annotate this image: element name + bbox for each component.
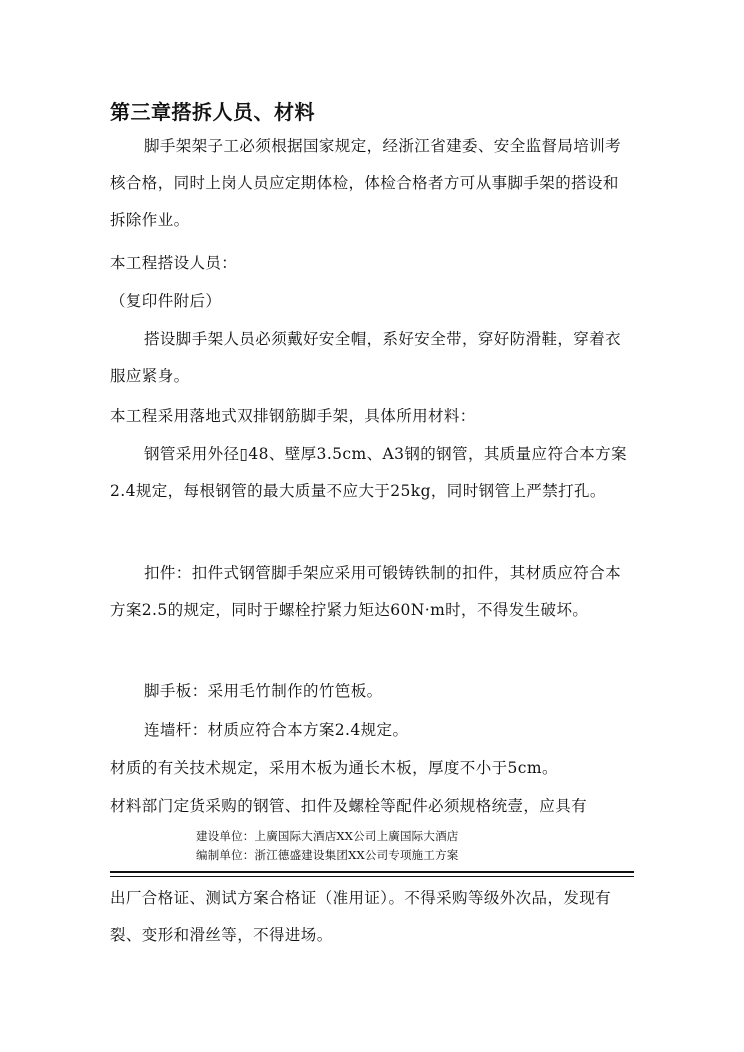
footer-divider-thick (110, 871, 634, 873)
paragraph-training: 脚手架架子工必须根据国家规定，经浙江省建委、安全监督局培训考核合格，同时上岗人员应定期体检，体检合格者方可从事脚手架的搭设和拆除作业。 (110, 137, 622, 229)
footer-divider-thin (110, 876, 634, 877)
paragraph-attachment-note: （复印件附后） (110, 292, 222, 310)
paragraph-certificates: 出厂合格证、测试方案合格证（准用证）。不得采购等级外次品，发现有裂、变形和滑丝等，不得进场。 (110, 889, 612, 944)
paragraph-timber-specs: 材质的有关技术规定，采用木板为通长木板，厚度不小于5cm。 (110, 759, 558, 777)
paragraph-procurement: 材料部门定货采购的钢管、扣件及螺栓等配件必须规格统壹，应具有 (110, 797, 588, 815)
paragraph-safety-gear: 搭设脚手架人员必须戴好安全帽，系好安全带，穿好防滑鞋，穿着衣服应紧身。 (110, 330, 622, 385)
paragraph-materials-intro: 本工程采用落地式双排钢筋脚手架，具体所用材料： (110, 407, 476, 425)
paragraph-personnel-label: 本工程搭设人员： (110, 254, 238, 272)
paragraph-steel-pipe: 钢管采用外径▯48、壁厚3.5cm、A3钢的钢管，其质量应符合本方案2.4规定，每根钢管的最大质量不应大于25kg，同时钢管上严禁打孔。 (110, 445, 627, 500)
footer-compiling-unit: 编制单位：浙江德盛建设集团XX公司专项施工方案 (196, 848, 459, 862)
footer-construction-unit: 建设单位：上廣国际大酒店XX公司上廣国际大酒店 (196, 829, 459, 843)
paragraph-wall-ties: 连墙杆：材质应符合本方案2.4规定。 (144, 721, 409, 739)
paragraph-fasteners: 扣件：扣件式钢管脚手架应采用可锻铸铁制的扣件，其材质应符合本方案2.5的规定，同时于螺栓拧紧力矩达60N·m时，不得发生破坏。 (110, 564, 622, 619)
chapter-heading: 第三章搭拆人员、材料 (110, 100, 315, 124)
paragraph-scaffold-board: 脚手板：采用毛竹制作的竹笆板。 (144, 682, 383, 700)
